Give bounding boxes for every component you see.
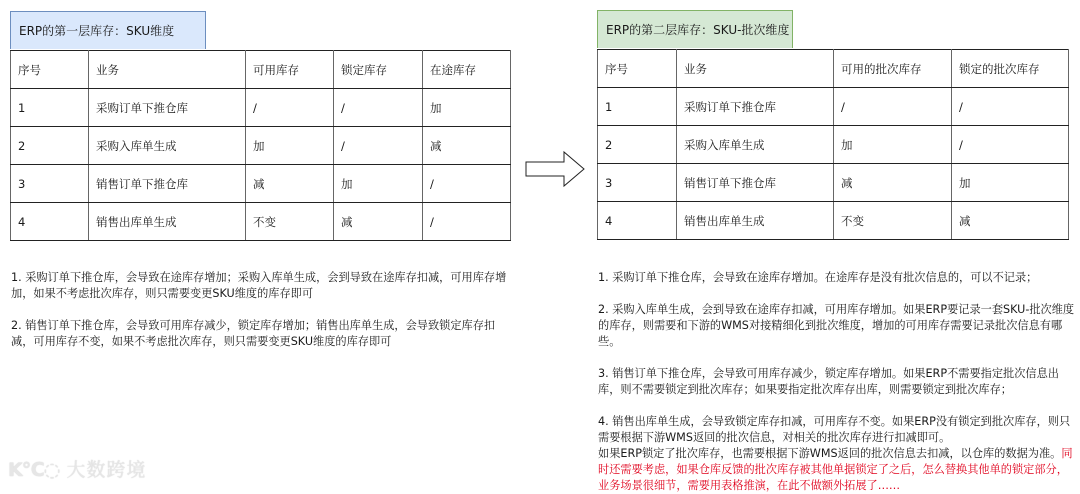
header-cell: 锁定库存 [334, 51, 423, 89]
table-header-row [598, 50, 1069, 88]
table-cell: / [423, 203, 511, 241]
table-cell: 不变 [246, 203, 334, 241]
header-cell: 序号 [598, 50, 677, 88]
table-cell: 加 [246, 127, 334, 165]
note-paragraph-4 [598, 414, 1078, 494]
table-row [598, 164, 1069, 202]
table-cell: 2 [11, 127, 89, 165]
header-cell: 业务 [677, 50, 834, 88]
note-paragraph: 3. 销售订单下推仓库，会导致可用库存减少，锁定库存增加。如果ERP不需要指定批次信息出库，则不需要锁定到批次库存；如果要指定批次库存出库，则需要锁定到批次库存； [598, 367, 1059, 396]
left-panel-title: ERP的第一层库存：SKU维度 [10, 11, 206, 49]
watermark-text: 大数跨境 [66, 459, 147, 481]
table-row [11, 203, 511, 241]
kdo-logo-icon: K℃◌ [8, 459, 60, 481]
table-header-row [11, 51, 511, 89]
table-cell: 2 [598, 126, 677, 164]
table-cell: 加 [423, 89, 511, 127]
table-cell: 减 [334, 203, 423, 241]
table-cell: 销售出库单生成 [677, 202, 834, 240]
table-cell: / [246, 89, 334, 127]
table-row [598, 202, 1069, 240]
header-cell: 序号 [11, 51, 89, 89]
table-cell: 3 [11, 165, 89, 203]
note4-line1: 4. 销售出库单生成，会导致锁定库存扣减，可用库存不变。如果ERP没有锁定到批次库存，则只需要根据下游WMS返回的批次信息，对相关的批次库存进行扣减即可。 [598, 415, 1071, 444]
table-cell: 不变 [834, 202, 952, 240]
note-paragraph: 1. 采购订单下推仓库，会导致在途库存增加；采购入库单生成，会到导致在途库存扣减，可用库存增加，如果不考虑批次库存，则只需要变更SKU维度的库存即可 [11, 271, 507, 300]
right-panel-notes [598, 270, 1078, 494]
table-row [598, 126, 1069, 164]
table-cell: / [834, 88, 952, 126]
table-row [11, 165, 511, 203]
note4-line2: 如果ERP锁定了批次库存，也需要根据下游WMS返回的批次信息去扣减，以仓库的数据为准。 [598, 447, 1062, 460]
table-row [11, 127, 511, 165]
header-cell: 锁定的批次库存 [952, 50, 1069, 88]
sku-inventory-table [10, 50, 511, 241]
table-cell: 销售订单下推仓库 [89, 165, 246, 203]
note-paragraph: 2. 销售订单下推仓库，会导致可用库存减少，锁定库存增加；销售出库单生成，会导致锁定库存扣减，可用库存不变，如果不考虑批次库存，则只需要变更SKU维度的库存即可 [11, 319, 496, 348]
table-cell: 4 [11, 203, 89, 241]
note-paragraph: 2. 采购入库单生成，会到导致在途库存扣减，可用库存增加。如果ERP要记录一套SKU-批次维度的库存，则需要和下游的WMS对接精细化到批次维度，增加的可用库存需要记录批次信息有哪些。 [598, 303, 1075, 348]
table-cell: 销售出库单生成 [89, 203, 246, 241]
table-cell: 加 [334, 165, 423, 203]
watermark [8, 455, 146, 482]
header-cell: 可用的批次库存 [834, 50, 952, 88]
table-cell: 减 [246, 165, 334, 203]
table-cell: 加 [834, 126, 952, 164]
table-cell: 减 [952, 202, 1069, 240]
header-cell: 可用库存 [246, 51, 334, 89]
table-cell: 采购入库单生成 [89, 127, 246, 165]
table-row [11, 89, 511, 127]
table-cell: 采购订单下推仓库 [677, 88, 834, 126]
right-arrow-icon [524, 150, 586, 188]
table-cell: 销售订单下推仓库 [677, 164, 834, 202]
table-cell: 采购入库单生成 [677, 126, 834, 164]
table-cell: 4 [598, 202, 677, 240]
table-cell: / [334, 127, 423, 165]
header-cell: 业务 [89, 51, 246, 89]
table-cell: 加 [952, 164, 1069, 202]
right-panel-title: ERP的第二层库存：SKU-批次维度 [597, 10, 793, 48]
table-row [598, 88, 1069, 126]
table-cell: / [334, 89, 423, 127]
table-cell: 3 [598, 164, 677, 202]
table-cell: 1 [11, 89, 89, 127]
left-panel-notes [11, 270, 511, 366]
sku-batch-inventory-table [597, 49, 1069, 240]
table-cell: / [952, 126, 1069, 164]
table-cell: 减 [423, 127, 511, 165]
table-cell: 减 [834, 164, 952, 202]
table-cell: 采购订单下推仓库 [89, 89, 246, 127]
table-cell: 1 [598, 88, 677, 126]
table-cell: / [423, 165, 511, 203]
table-cell: / [952, 88, 1069, 126]
note-paragraph: 1. 采购订单下推仓库，会导致在途库存增加。在途库存是没有批次信息的，可以不记录； [598, 271, 1038, 284]
note4-red-warning: 同时还需要考虑，如果仓库反馈的批次库存被其他单据锁定了之后，怎么替换其他单的锁定部分，业务场景很细节，需要用表格推演，在此不做额外拓展了…… [598, 447, 1073, 492]
header-cell: 在途库存 [423, 51, 511, 89]
